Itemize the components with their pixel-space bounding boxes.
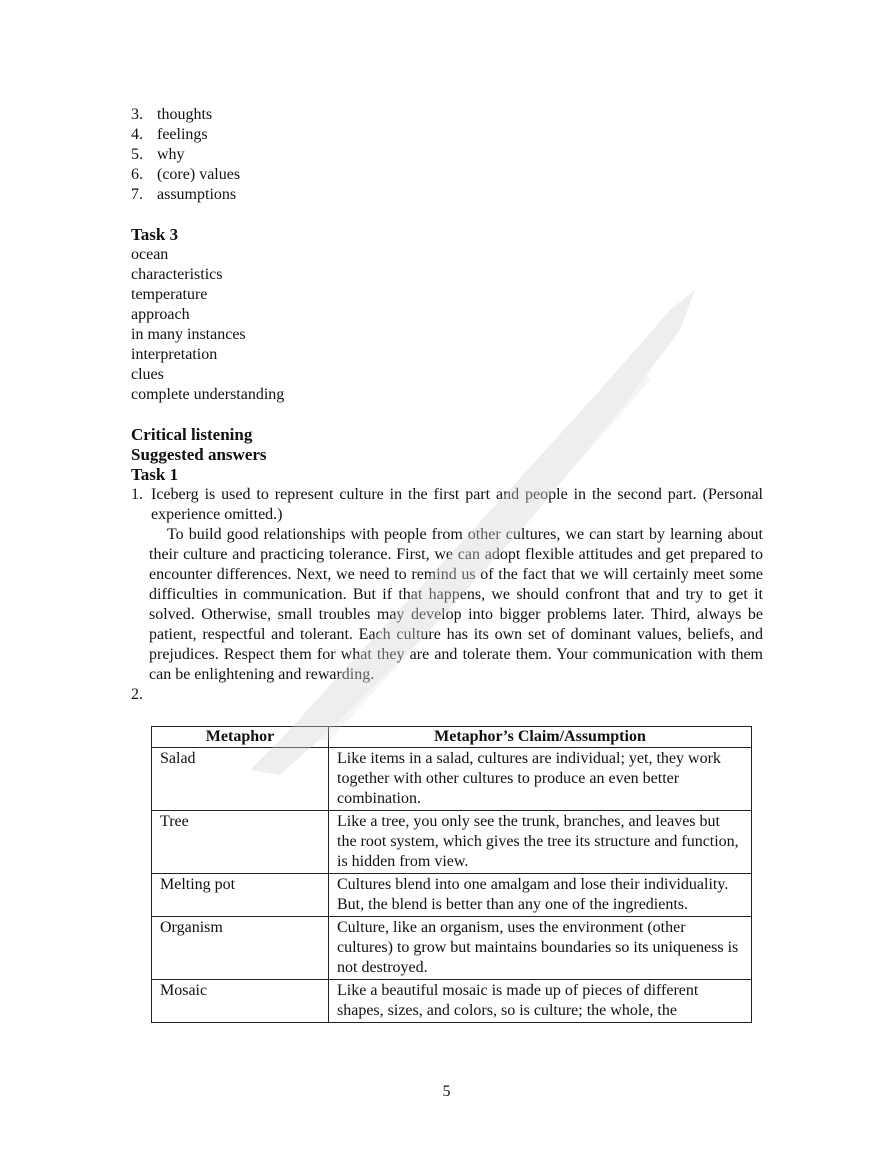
metaphor-cell: Tree (152, 811, 329, 874)
table-row (152, 980, 752, 1023)
metaphor-cell: Mosaic (152, 980, 329, 1023)
claim-cell: Like a beautiful mosaic is made up of pieces of different shapes, sizes, and colors, so is culture; the whole, the (329, 980, 752, 1023)
table-row (152, 748, 752, 811)
answer-number-2: 2. (131, 686, 143, 703)
list-number: 6. (131, 166, 143, 183)
metaphor-cell: Organism (152, 917, 329, 980)
numbered-list (131, 105, 763, 205)
table-header: Metaphor’s Claim/Assumption (329, 727, 752, 748)
critical-listening-heading: Critical listening (131, 425, 253, 444)
list-text: (core) values (157, 166, 241, 183)
claim-cell: Cultures blend into one amalgam and lose their individuality. But, the blend is better than any one of the ingredients. (329, 874, 752, 917)
claim-cell: Culture, like an organism, uses the environment (other cultures) to grow but maintains boundaries so its uniqueness is not destroyed. (329, 917, 752, 980)
metaphor-cell: Melting pot (152, 874, 329, 917)
table-header-row (152, 727, 752, 748)
list-number: 3. (131, 106, 143, 123)
claim-cell: Like items in a salad, cultures are individual; yet, they work together with other cultures to produce an even better combination. (329, 748, 752, 811)
task3-word: clues (131, 366, 164, 383)
list-text: feelings (157, 126, 208, 143)
list-number: 7. (131, 186, 143, 203)
metaphor-cell: Salad (152, 748, 329, 811)
task3-word: approach (131, 306, 190, 323)
table-row (152, 811, 752, 874)
task3-word: interpretation (131, 346, 218, 363)
answer-item-1 (131, 485, 763, 525)
list-text: assumptions (157, 186, 237, 203)
task3-word: ocean (131, 246, 169, 263)
task3-word: characteristics (131, 266, 223, 283)
table-row (152, 874, 752, 917)
list-number: 4. (131, 126, 143, 143)
answer-paragraph: To build good relationships with people from other cultures, we can start by learning about their culture and practicing tolerance. First, we can adopt flexible attitudes and get prepared to encounter differences. Next, we need to remind us of the fact that we will certainly meet some difficulties in communication. But if that happens, we should confront that and try to get it solved. Otherwise, small troubles may develop into bigger problems later. Third, always be patient, respectful and tolerant. Each culture has its own set of dominant values, beliefs, and prejudices. Respect them for what they are and tolerate them. Your communication with them can be enlightening and rewarding. (149, 526, 763, 683)
task3-word: temperature (131, 286, 208, 303)
list-text: why (157, 146, 185, 163)
list-item (131, 105, 763, 125)
task3-word: complete understanding (131, 386, 285, 403)
list-item (131, 125, 763, 145)
page-content (131, 105, 763, 705)
list-item (131, 145, 763, 165)
page-number: 5 (442, 1083, 451, 1100)
answer-text: Iceberg is used to represent culture in the first part and people in the second part. (Personal experience omitted.) (151, 486, 763, 523)
claim-cell: Like a tree, you only see the trunk, branches, and leaves but the root system, which gives the tree its structure and function, is hidden from view. (329, 811, 752, 874)
answer-number: 1. (131, 486, 143, 503)
table-row (152, 917, 752, 980)
list-item (131, 185, 763, 205)
table-header: Metaphor (152, 727, 329, 748)
metaphor-table (151, 726, 752, 1023)
list-number: 5. (131, 146, 143, 163)
task1-heading: Task 1 (131, 465, 179, 484)
task3-heading: Task 3 (131, 225, 179, 244)
task3-word: in many instances (131, 326, 246, 343)
list-item (131, 165, 763, 185)
task3-word-list (131, 245, 763, 405)
list-text: thoughts (157, 106, 213, 123)
suggested-answers-heading: Suggested answers (131, 445, 267, 464)
